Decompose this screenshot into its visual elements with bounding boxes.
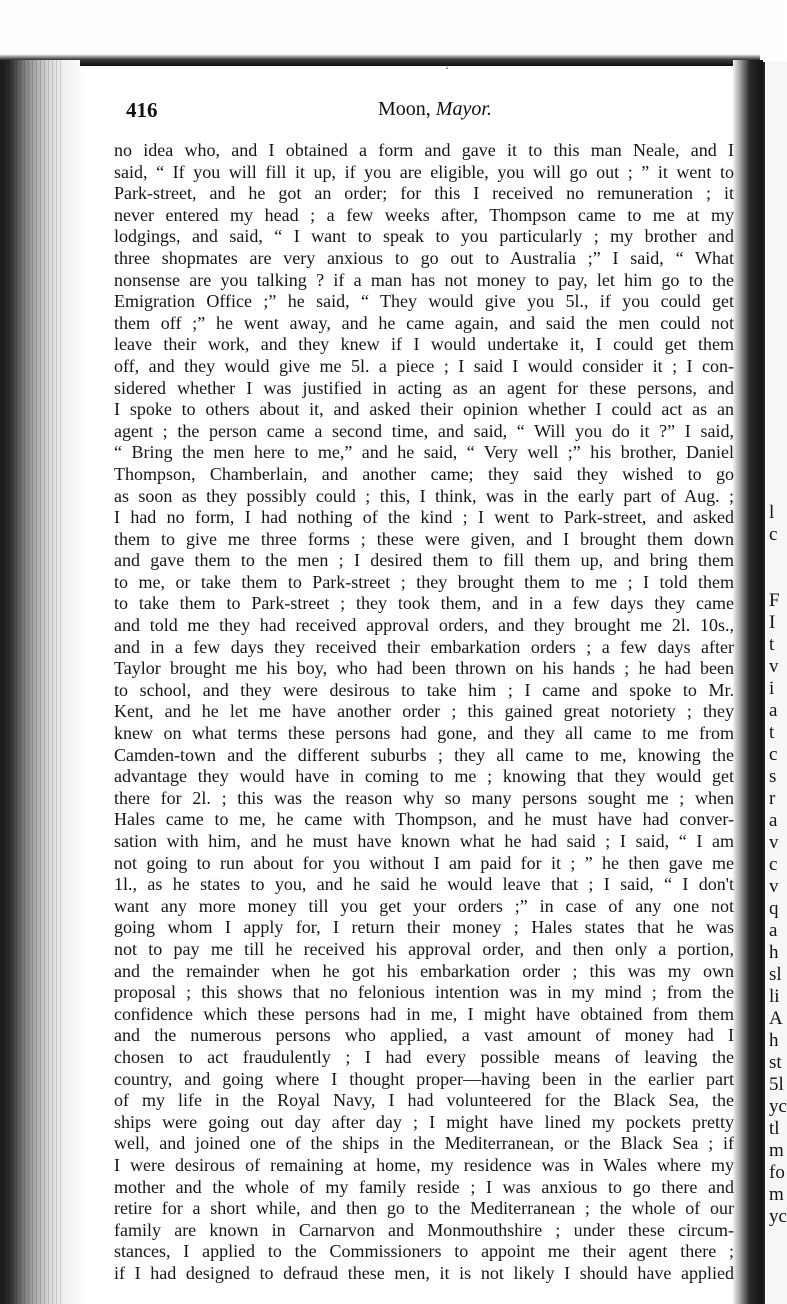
facing-page-fragment [765, 392, 787, 414]
text-line: going whom I apply for, I return their money ; Hales states that he was [114, 917, 734, 938]
text-line: to school, and they were desirous to take him ; I came and spoke to Mr. [114, 679, 734, 700]
text-line: not to pay me till he received his approval order, and then only a portion, [114, 938, 734, 959]
text-line: country, and going where I thought proper—having been in the earlier part [114, 1068, 734, 1089]
facing-page-fragment: 5l [769, 1074, 784, 1095]
facing-page-fragment [765, 348, 787, 370]
facing-page-fragment: I [769, 612, 776, 633]
text-line: proposal ; this shows that no felonious intention was in my mind ; from the [114, 982, 734, 1003]
facing-page-fragment: a [769, 700, 778, 721]
text-line: want any more money till you get your orders ;” in case of any one not [114, 895, 734, 916]
facing-page-fragment [765, 326, 787, 348]
facing-page-fragment: a [769, 920, 778, 941]
text-line: to me, or take them to Park-street ; they brought them to me ; I told them [114, 571, 734, 592]
text-line: “ Bring the men here to me,” and he said, “ Very well ;” his brother, Daniel [114, 442, 734, 463]
facing-page-fragment: sl [769, 964, 782, 985]
facing-page-fragment: A [769, 1008, 783, 1029]
text-line: ships were going out day after day ; I might have lined my pockets pretty [114, 1111, 734, 1132]
page-number: 416 [126, 98, 158, 122]
facing-page-fragment [765, 216, 787, 238]
facing-page-fragment: c [769, 854, 778, 875]
facing-page-fragment [765, 194, 787, 216]
facing-page-fragment: v [769, 832, 779, 853]
text-line: three shopmates are very anxious to go out to Australia ;” I said, “ What [114, 247, 734, 268]
text-line: them off ;” he went away, and he came again, and said the men could not [114, 312, 734, 333]
text-line: retire for a short while, and then go to the Mediterranean ; the whole of our [114, 1198, 734, 1219]
facing-page-fragment [765, 260, 787, 282]
text-line: advantage they would have in coming to me ; knowing that they would get [114, 766, 734, 787]
facing-page-fragment: h [769, 1030, 779, 1051]
facing-page-fragment [765, 238, 787, 260]
text-line: of my life in the Royal Navy, I had volunteered for the Black Sea, the [114, 1090, 734, 1111]
facing-page-fragment [765, 128, 787, 150]
facing-page-fragment [765, 106, 787, 128]
text-line: I spoke to others about it, and asked their opinion whether I could act as an [114, 399, 734, 420]
text-line: and told me they had received approval orders, and they brought me 2l. 10s., [114, 615, 734, 636]
text-line: sation with him, and he must have known what he had said ; I said, “ I am [114, 831, 734, 851]
facing-page-fragment: li [769, 986, 780, 1007]
text-line: and gave them to the men ; I desired them to fill them up, and bring them [114, 550, 734, 571]
text-line: family are known in Carnarvon and Monmouthshire ; under these circum- [114, 1219, 734, 1240]
text-line: off, and they would give me 5l. a piece ; I said I would consider it ; I con- [114, 355, 734, 376]
facing-page-fragment: fo [769, 1162, 785, 1183]
facing-page-edge [763, 62, 787, 1304]
facing-page-fragment [765, 62, 787, 84]
facing-page-fragment: m [769, 1140, 784, 1161]
book-top-edge [0, 54, 760, 66]
body-text [114, 140, 734, 1284]
facing-page-fragment [765, 568, 787, 590]
facing-page-fragment: c [769, 744, 778, 765]
facing-page-fragment: tl [769, 1118, 780, 1139]
text-line: and in a few days they received their embarkation orders ; a few days after [114, 636, 734, 657]
facing-page-fragment [765, 150, 787, 172]
facing-page-fragment: a [769, 810, 778, 831]
facing-page-fragment [765, 172, 787, 194]
facing-page-fragment: s [769, 766, 777, 787]
text-line: I had no form, I had nothing of the kind ; I went to Park-street, and asked [114, 507, 734, 528]
text-line: and the numerous persons who applied, a vast amount of money had I [114, 1025, 734, 1046]
page-header [126, 98, 736, 128]
text-line: lodgings, and said, “ I want to speak to you particularly ; my brother and [114, 226, 734, 247]
text-line: as soon as they possibly could ; this, I think, was in the early part of Aug. ; [114, 485, 734, 506]
facing-page-fragment: r [769, 788, 776, 809]
page-stack-lines [4, 60, 64, 1304]
facing-page-fragment: m [769, 1184, 784, 1205]
facing-page-fragment: h [769, 942, 779, 963]
facing-page-fragment: v [769, 876, 779, 897]
text-line: never entered my head ; a few weeks after, Thompson came to me at my [114, 204, 734, 225]
facing-page-fragment: F [769, 590, 780, 611]
text-line: and the remainder when he got his embarkation order ; this was my own [114, 960, 734, 981]
text-line: said, “ If you will fill it up, if you are eligible, you will go out ; ” it went to [114, 161, 734, 182]
facing-page-fragment: c [769, 524, 778, 545]
facing-page-fragment [765, 414, 787, 436]
text-line: Thompson, Chamberlain, and another came; they said they wished to go [114, 463, 734, 484]
text-line: not going to run about for you without I am paid for it ; ” he then gave me [114, 852, 734, 873]
facing-page-fragment [765, 370, 787, 392]
facing-page-fragment [765, 304, 787, 326]
facing-page-fragment: t [769, 634, 775, 655]
facing-page-fragment: q [769, 898, 779, 919]
text-line: leave their work, and they knew if I would undertake it, I could get them [114, 334, 734, 355]
printer-marks: ' ! ' [432, 58, 467, 72]
text-line: Hales came to me, he came with Thompson, and he must have had conver- [114, 809, 734, 830]
text-line: no idea who, and I obtained a form and gave it to this man Neale, and I [114, 140, 734, 160]
text-line: Kent, and he let me have another order ; this gained great notoriety ; they [114, 701, 734, 722]
text-line: agent ; the person came a second time, and said, “ Will you do it ?” I said, [114, 420, 734, 441]
facing-page-fragment [765, 282, 787, 304]
facing-page-fragment [765, 458, 787, 480]
text-line: well, and joined one of the ships in the Mediterranean, or the Black Sea ; if [114, 1133, 734, 1154]
running-title-name: Moon, [378, 98, 431, 120]
facing-page-fragment: v [769, 656, 779, 677]
facing-page-fragment: i [769, 678, 775, 699]
text-line: 1l., as he states to you, and he said he would leave that ; I said, “ I don't [114, 874, 734, 895]
facing-page-fragment [765, 546, 787, 568]
text-line: them to give me three forms ; these were given, and I brought them down [114, 528, 734, 549]
text-line: stances, I applied to the Commissioners to appoint me their agent there ; [114, 1241, 734, 1262]
facing-page-fragment: yc [769, 1096, 787, 1117]
text-line: nonsense are you talking ? if a man has not money to pay, let him go to the [114, 269, 734, 290]
facing-page-fragment: yc [769, 1206, 787, 1227]
text-line: Emigration Office ;” he said, “ They would give you 5l., if you could get [114, 291, 734, 312]
facing-page-fragment: st [769, 1052, 782, 1073]
facing-page-fragment: l [769, 502, 775, 523]
running-title-role: Mayor. [435, 98, 492, 120]
binding-shadow [733, 60, 763, 1304]
facing-page-fragment [765, 84, 787, 106]
text-line: if I had designed to defraud these men, it is not likely I should have applied [114, 1262, 734, 1283]
text-line: Camden-town and the different suburbs ; they all came to me, knowing the [114, 744, 734, 765]
text-line: Park-street, and he got an order; for this I received no remuneration ; it [114, 183, 734, 204]
text-line: Taylor brought me his boy, who had been thrown on his hands ; he had been [114, 658, 734, 679]
facing-page-fragment [765, 480, 787, 502]
text-line: I were desirous of remaining at home, my residence was in Wales where my [114, 1154, 734, 1175]
facing-page-fragment [765, 436, 787, 458]
text-line: confidence which these persons had in me, I might have obtained from them [114, 1003, 734, 1024]
running-title [378, 98, 492, 121]
text-line: knew on what terms these persons had gone, and they all came to me from [114, 723, 734, 744]
facing-page-fragment: t [769, 722, 775, 743]
text-line: mother and the whole of my family reside ; I was anxious to go there and [114, 1176, 734, 1197]
text-line: sidered whether I was justified in acting as an agent for these persons, and [114, 377, 734, 398]
text-line: chosen to act fraudulently ; I had every possible means of leaving the [114, 1046, 734, 1067]
text-line: there for 2l. ; this was the reason why so many persons sought me ; when [114, 787, 734, 808]
text-line: to take them to Park-street ; they took them, and in a few days they came [114, 593, 734, 614]
